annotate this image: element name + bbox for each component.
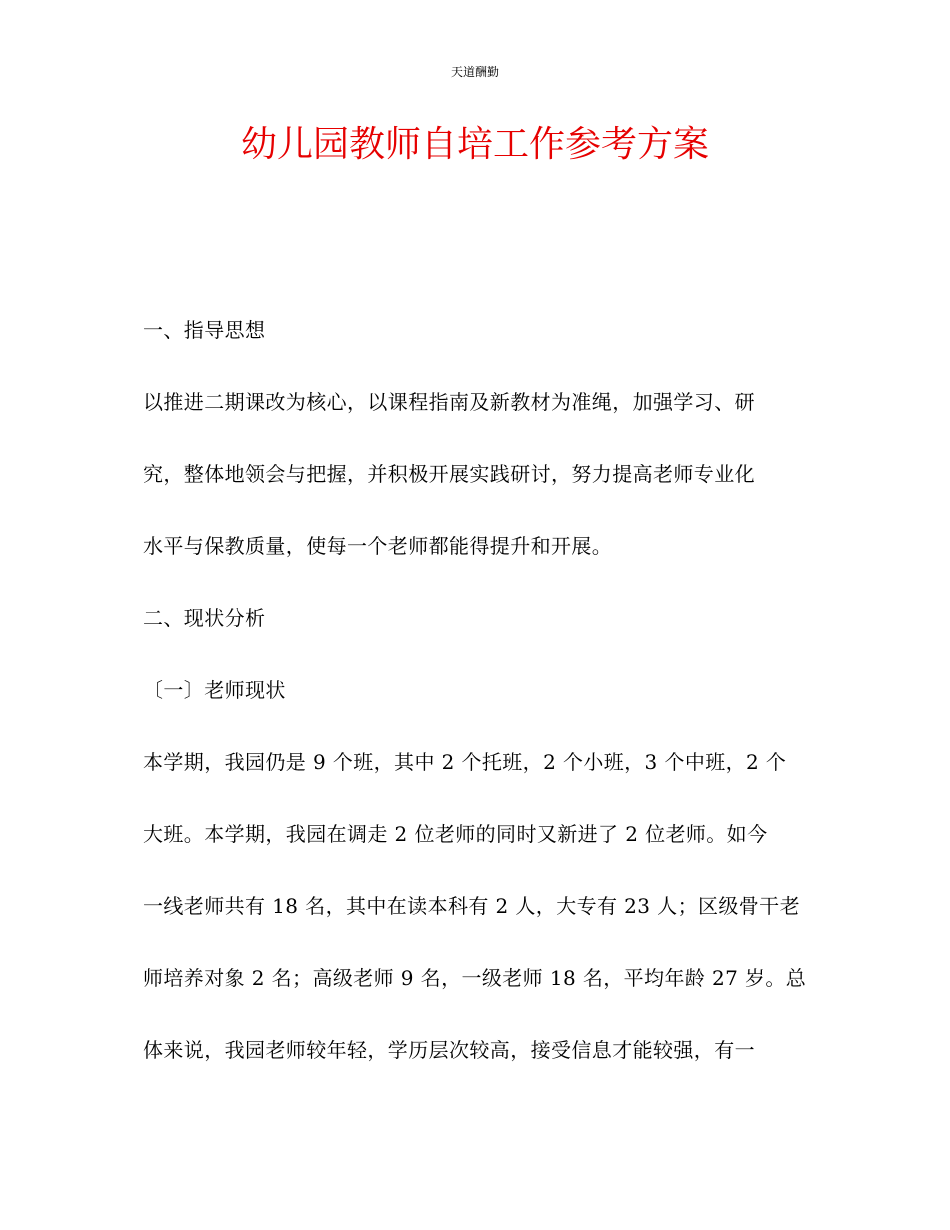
paragraph-line: 一线老师共有 18 名，其中在读本科有 2 人，大专有 23 人；区级骨干老 [143,894,800,918]
paragraph-line: 究，整体地领会与把握，并积极开展实践研讨，努力提高老师专业化 [143,462,755,486]
page-header-mark: 天道酬勤 [450,65,499,79]
document-title: 幼儿园教师自培工作参考方案 [240,124,709,165]
paragraph-line: 本学期，我园仍是 9 个班，其中 2 个托班，2 个小班，3 个中班，2 个 [143,750,787,774]
paragraph-line: 师培养对象 2 名；高级老师 9 名，一级老师 18 名，平均年龄 27 岁。总 [143,966,807,990]
section-heading-status-analysis: 二、现状分析 [143,606,266,630]
subsection-heading-teacher-status: 〔一〕老师现状 [143,678,286,702]
document-body [143,312,811,1104]
section-heading-guiding-ideology: 一、指导思想 [143,318,266,342]
paragraph-line: 大班。本学期，我园在调走 2 位老师的同时又新进了 2 位老师。如今 [143,822,768,846]
paragraph-line: 以推进二期课改为核心，以课程指南及新教材为准绳，加强学习、研 [143,390,755,414]
paragraph-line: 体来说，我园老师较年轻，学历层次较高，接受信息才能较强，有一 [143,1038,755,1062]
paragraph-line: 水平与保教质量，使每一个老师都能得提升和开展。 [143,534,613,558]
